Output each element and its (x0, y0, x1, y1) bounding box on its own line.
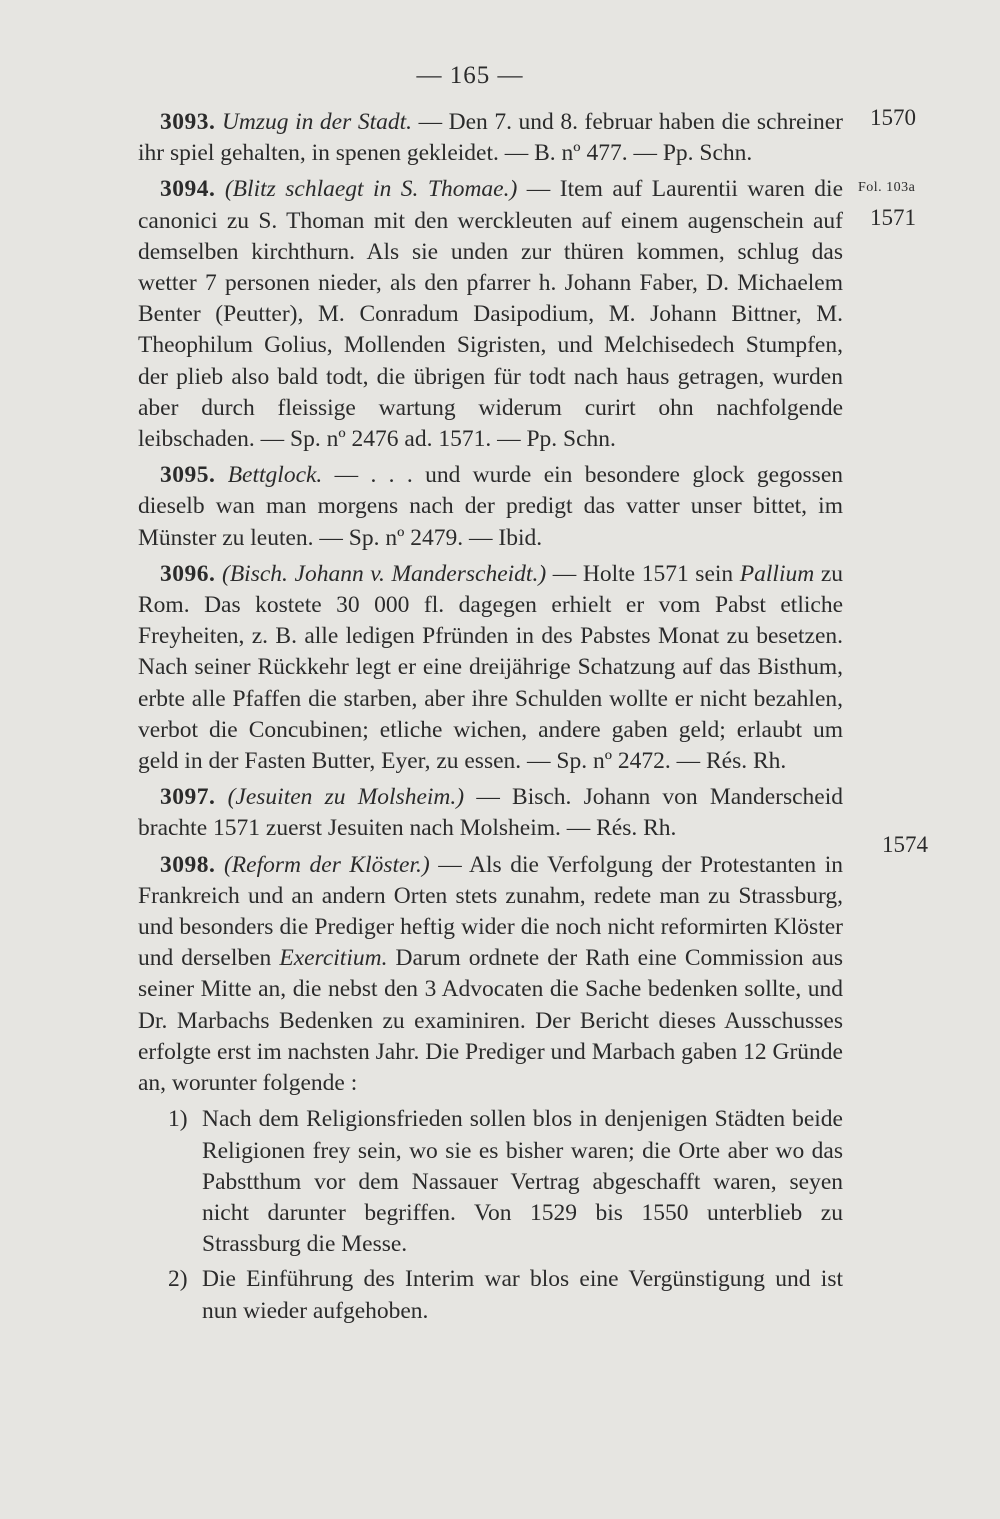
entry-number: 3096. (160, 560, 216, 587)
entry-3094 (138, 174, 843, 455)
entry-body: — Item auf Laurentii waren die canonici zu S. Thoman mit den werckleuten auf einem augenschein auf demselben kirchthurn. Als sie unden zur thüren kommen, schlug das wetter 7 personen nieder, als den pfarrer h. Johann Faber, D. Michaelem Benter (Peutter), M. Conradum Dasipodium, M. Johann Bittner, M. Theophilum Golius, Mollenden Sigristen, und Melchisedech Stumpfen, der plieb also bald todt, die übrigen für todt nach haus getragen, wurden aber durch fleissige wartung widerum curirt ohn nachfolgende leibschaden. — Sp. nº 2476 ad. 1571. — Pp. Schn. (138, 176, 843, 453)
entry-italic-term: Exercitium. (279, 945, 388, 972)
entry-title: Umzug in der Stadt. (221, 109, 412, 135)
entry-number: 3094. (160, 176, 216, 203)
entry-body-continued: zu Rom. Das kostete 30 000 fl. dagegen erhielt er vom Pabst etliche Freyheiten, z. B. alle ledigen Pfründen in des Pabstes Monat zu besetzen. Nach seiner Rückkehr legt er eine dreijährige Schatzung auf das Bisthum, erbte alle Pfaffen die starben, aber ihre Schulden wollte er nicht bezahlen, verbot die Concubinen; etliche wichen, andere gaben geld; erlaubt um geld in der Fasten Butter, Eyer, zu essen. — Sp. nº 2472. — Rés. Rh. (138, 560, 843, 775)
entry-title: (Blitz schlaegt in S. Thomae.) (224, 176, 518, 203)
entry-number: 3097. (160, 784, 216, 811)
entry-3095 (138, 460, 843, 554)
main-text (138, 107, 843, 1331)
entry-3096 (138, 559, 843, 777)
entry-body: — Bisch. Johann von Manderscheid brachte 1571 zuerst Jesuiten nach Molsheim. — Rés. Rh. (138, 784, 843, 842)
page-number: — 165 — (416, 62, 524, 89)
entry-body: — . . . und wurde ein besondere glock gegossen dieselb wan man morgens nach der predigt das vatter unser bittet, im Münster zu leuten. — Sp. nº 2479. — Ibid. (138, 462, 843, 551)
entry-body: — Holte 1571 sein (546, 560, 740, 587)
reasons-list (138, 1104, 843, 1326)
entry-body: — Den 7. und 8. februar haben die schreiner ihr spiel gehalten, in spenen gekleidet. — B. nº 477. — Pp. Schn. (138, 109, 843, 167)
entry-3093 (138, 107, 843, 169)
entry-body-continued: Darum ordnete der Rath eine Commission aus seiner Mitte an, die nebst den 3 Advocaten die Sache bedenken sollte, und Dr. Marbachs Bedenken zu examiniren. Der Bericht dieses Ausschusses erfolgte erst im nachsten Jahr. Die Prediger und Marbach gaben 12 Gründe an, worunter folgende : (138, 945, 843, 1097)
entry-title: (Bisch. Johann v. Manderscheidt.) (222, 560, 547, 587)
entry-italic-term: Pallium (739, 560, 815, 587)
margin-year-1570: 1570 (870, 105, 916, 130)
margin-folio-reference: Fol. 103a (858, 180, 916, 195)
entry-number: 3095. (160, 462, 216, 489)
margin-year-1574: 1574 (882, 832, 928, 857)
list-item (138, 1104, 843, 1260)
list-item-text: Nach dem Religionsfrieden sollen blos in denjenigen Städten beide Religionen frey sein, wo sie es bisher waren; die Orte aber wo das Pabstthum vor dem Nassauer Vertrag abgeschafft waren, seyen nicht darunter begriffen. Von 1529 bis 1550 unterblieb zu Strassburg die Messe. (202, 1106, 843, 1258)
list-item (138, 1264, 843, 1326)
entry-title: (Reform der Klöster.) (223, 851, 430, 878)
entry-number: 3098. (160, 851, 216, 878)
list-marker: 1) (168, 1106, 188, 1133)
margin-year-1571: 1571 (870, 205, 916, 230)
entry-title: (Jesuiten zu Molsheim.) (227, 784, 465, 811)
entry-body: — Als die Verfolgung der Protestanten in Frankreich und an andern Orten stets zunahm, redete man zu Strassburg, und besonders die Prediger heftig wider die noch nicht reformirten Klöster und derselben (138, 851, 843, 972)
entry-number: 3093. (160, 109, 216, 135)
list-marker: 2) (168, 1266, 188, 1293)
entry-3097 (138, 782, 843, 844)
entry-3098 (138, 850, 843, 1100)
entry-title: Bettglock. (227, 462, 323, 489)
list-item-text: Die Einführung des Interim war blos eine Vergünstigung und ist nun wieder aufgehoben. (202, 1266, 843, 1324)
